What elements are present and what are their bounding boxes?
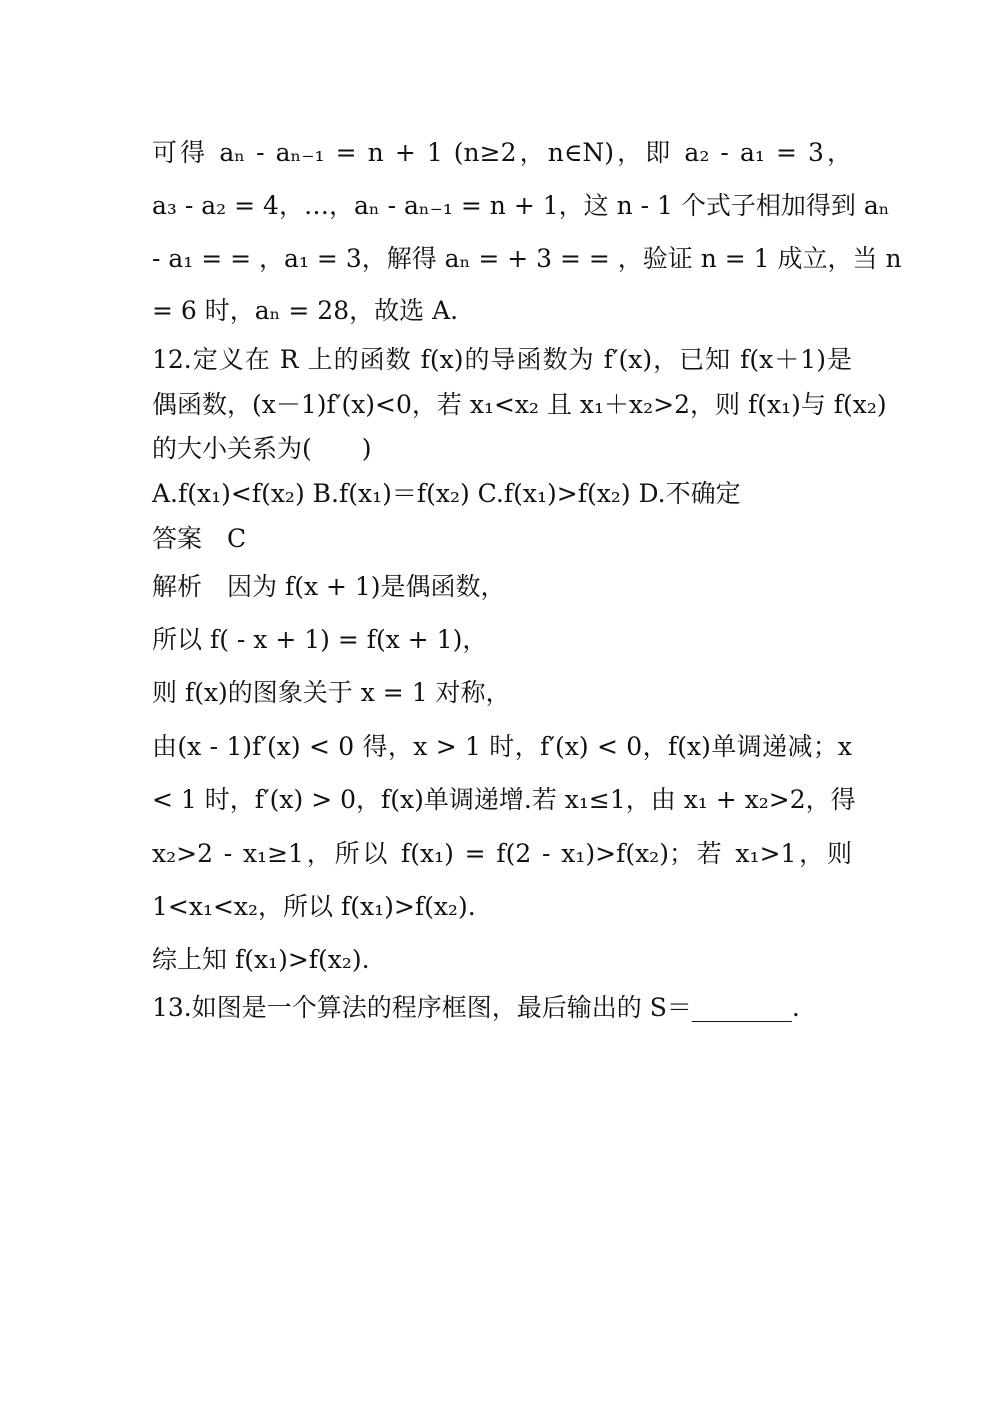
analysis-line-4: 由(x - 1)f′(x) < 0 得，x > 1 时，f′(x) < 0，f(x)单调递减；x (152, 732, 852, 761)
text-line-4: = 6 时，aₙ = 28，故选 A. (152, 296, 459, 325)
question-12-line-2: 偶函数，(x－1)f′(x)<0，若 x₁<x₂ 且 x₁＋x₂>2，则 f(x₁)与 f(x₂) (152, 390, 887, 419)
analysis-line-1: 解析 因为 f(x + 1)是偶函数， (152, 572, 506, 601)
question-12-line-3: 的大小关系为( ) (152, 434, 372, 463)
question-12-options: A.f(x₁)<f(x₂) B.f(x₁)＝f(x₂) C.f(x₁)>f(x₂) D.不确定 (152, 479, 741, 508)
answer-line: 答案 C (152, 524, 247, 553)
conclusion-line: 综上知 f(x₁)>f(x₂). (152, 945, 370, 974)
analysis-line-7: 1<x₁<x₂，所以 f(x₁)>f(x₂). (152, 892, 476, 921)
text-line-2: a₃ - a₂ = 4，…，aₙ - aₙ₋₁ = n + 1，这 n - 1 个式子相加得到 aₙ (152, 191, 890, 220)
analysis-line-5: < 1 时，f′(x) > 0，f(x)单调递增.若 x₁≤1，由 x₁ + x₂>2，得 (152, 785, 856, 814)
text-line-3: - a₁ = = ，a₁ = 3，解得 aₙ = + 3 = = ，验证 n = 1 成立，当 n (152, 244, 902, 273)
analysis-line-3: 则 f(x)的图象关于 x = 1 对称， (152, 678, 511, 707)
question-12-line-1: 12.定义在 R 上的函数 f(x)的导函数为 f′(x)，已知 f(x＋1)是 (152, 345, 852, 374)
text-line-1: 可得 aₙ - aₙ₋₁ = n + 1 (n≥2，n∈N)，即 a₂ - a₁ = 3， (152, 138, 852, 167)
analysis-line-2: 所以 f( - x + 1) = f(x + 1)， (152, 625, 488, 654)
analysis-line-6: x₂>2 - x₁≥1，所以 f(x₁) = f(2 - x₁)>f(x₂)；若 x₁>1，则 (152, 839, 852, 868)
question-13-line: 13.如图是一个算法的程序框图，最后输出的 S＝________. (152, 993, 800, 1022)
